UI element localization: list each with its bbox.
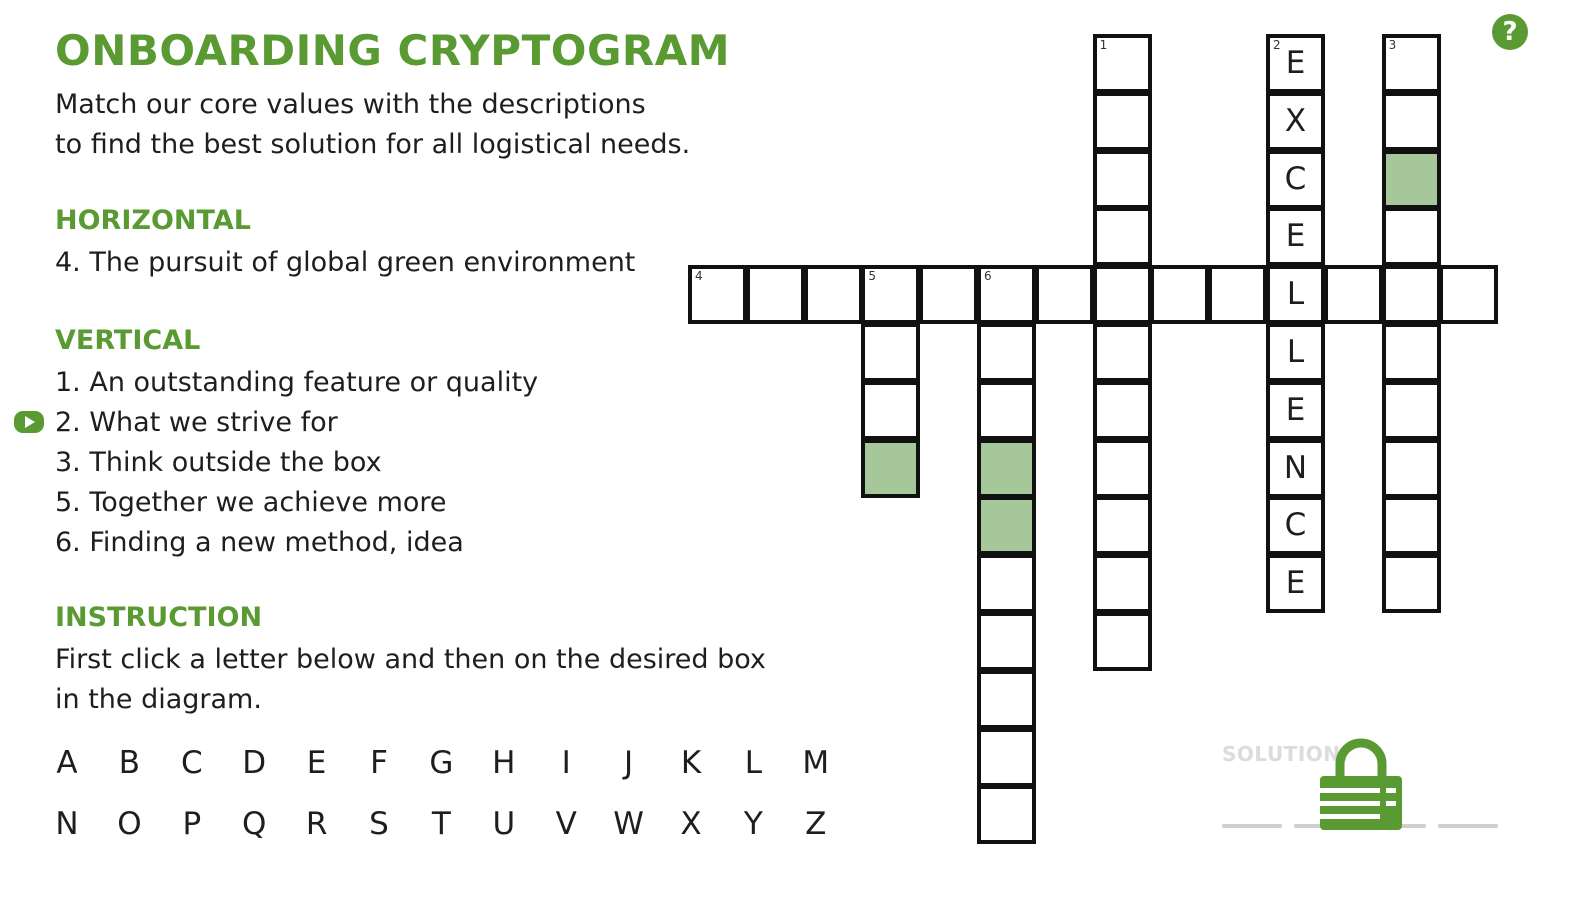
grid-cell[interactable]	[1382, 496, 1441, 555]
grid-cell[interactable]	[977, 381, 1036, 440]
grid-cell[interactable]	[977, 728, 1036, 787]
grid-cell[interactable]	[1266, 34, 1325, 93]
grid-cell[interactable]	[861, 439, 920, 498]
cell-letter: E	[1285, 45, 1306, 81]
letter-s-button[interactable]: S	[369, 806, 389, 842]
grid-cell[interactable]	[1266, 150, 1325, 209]
grid-cell[interactable]	[861, 381, 920, 440]
instruction-heading: INSTRUCTION	[55, 602, 263, 633]
letter-q-button[interactable]: Q	[241, 806, 267, 842]
cell-letter: E	[1285, 218, 1306, 255]
letter-c-button[interactable]: C	[180, 745, 203, 781]
letter-f-button[interactable]: F	[370, 745, 388, 781]
grid-cell[interactable]	[1093, 150, 1152, 209]
grid-cell[interactable]	[804, 265, 863, 324]
grid-cell[interactable]	[1382, 207, 1441, 266]
cell-letter: E	[1285, 565, 1306, 602]
grid-cell[interactable]	[1266, 439, 1325, 498]
solution-slot	[1438, 824, 1498, 828]
grid-cell[interactable]	[861, 265, 920, 324]
letter-m-button[interactable]: M	[802, 745, 830, 781]
letter-b-button[interactable]: B	[118, 745, 141, 781]
letter-k-button[interactable]: K	[680, 745, 702, 781]
letter-n-button[interactable]: N	[55, 806, 79, 842]
letter-x-button[interactable]: X	[680, 806, 702, 842]
grid-cell[interactable]	[1266, 323, 1325, 382]
grid-cell[interactable]	[1382, 323, 1441, 382]
letter-o-button[interactable]: O	[117, 806, 142, 842]
letter-a-button[interactable]: A	[56, 745, 78, 781]
cell-letter: E	[1285, 391, 1306, 428]
grid-cell[interactable]	[1093, 265, 1152, 324]
grid-cell[interactable]	[1382, 554, 1441, 613]
grid-cell[interactable]	[977, 670, 1036, 729]
cell-letter: C	[1284, 507, 1307, 544]
grid-cell[interactable]	[977, 612, 1036, 671]
clue-number: 3	[1388, 38, 1397, 52]
cell-letter: L	[1286, 334, 1305, 370]
grid-cell[interactable]	[977, 785, 1036, 844]
grid-cell[interactable]	[1035, 265, 1094, 324]
grid-cell[interactable]	[977, 496, 1036, 555]
grid-cell[interactable]	[1324, 265, 1383, 324]
grid-cell[interactable]	[1439, 265, 1498, 324]
instruction-line: in the diagram.	[55, 684, 262, 715]
clue-1: 1. An outstanding feature or quality	[55, 367, 539, 398]
page-title: ONBOARDING CRYPTOGRAM	[55, 26, 731, 75]
lock-icon	[1320, 738, 1402, 830]
grid-cell[interactable]	[1382, 439, 1441, 498]
letter-l-button[interactable]: L	[744, 745, 763, 781]
letter-z-button[interactable]: Z	[805, 806, 827, 842]
clue-6: 6. Finding a new method, idea	[55, 527, 464, 558]
clue-2: 2. What we strive for	[55, 407, 338, 438]
grid-cell[interactable]	[1266, 554, 1325, 613]
grid-cell[interactable]	[1266, 92, 1325, 151]
instruction-line: First click a letter below and then on the desired box	[55, 644, 766, 675]
clue-4: 4. The pursuit of global green environment	[55, 247, 636, 278]
clue-number: 5	[868, 269, 877, 284]
grid-cell[interactable]	[977, 323, 1036, 382]
solution-slot	[1222, 824, 1282, 828]
cell-letter: L	[1286, 276, 1305, 313]
letter-d-button[interactable]: D	[242, 745, 267, 781]
letter-g-button[interactable]: G	[429, 745, 454, 781]
letter-y-button[interactable]: Y	[743, 806, 763, 842]
letter-w-button[interactable]: W	[613, 806, 644, 842]
clue-number: 2	[1273, 38, 1281, 52]
grid-cell[interactable]	[1093, 207, 1152, 266]
grid-cell[interactable]	[1093, 34, 1152, 93]
grid-cell[interactable]	[861, 323, 920, 382]
cell-letter: C	[1284, 160, 1307, 197]
grid-cell[interactable]	[1382, 265, 1441, 324]
grid-cell[interactable]	[1093, 612, 1152, 671]
letter-h-button[interactable]: H	[492, 745, 516, 781]
grid-cell[interactable]	[1382, 381, 1441, 440]
letter-p-button[interactable]: P	[182, 806, 202, 842]
grid-cell[interactable]	[1093, 439, 1152, 498]
grid-cell[interactable]	[1266, 496, 1325, 555]
intro-line: to find the best solution for all logistical needs.	[55, 129, 691, 160]
letter-u-button[interactable]: U	[492, 806, 516, 842]
grid-cell[interactable]	[1266, 265, 1325, 324]
help-icon[interactable]: ?	[1492, 14, 1528, 50]
cell-letter: N	[1283, 449, 1308, 486]
grid-cell[interactable]	[1093, 381, 1152, 440]
clue-3: 3. Think outside the box	[55, 447, 382, 478]
grid-cell[interactable]	[1382, 150, 1441, 209]
clue-number: 6	[984, 269, 992, 284]
letter-e-button[interactable]: E	[306, 745, 327, 781]
grid-cell[interactable]	[746, 265, 805, 324]
grid-cell[interactable]	[1382, 92, 1441, 151]
letter-r-button[interactable]: R	[305, 806, 328, 842]
clue-number: 4	[695, 269, 703, 284]
letter-j-button[interactable]: J	[624, 745, 634, 781]
grid-cell[interactable]	[1208, 265, 1267, 324]
grid-cell[interactable]	[1093, 92, 1152, 151]
grid-cell[interactable]	[1266, 381, 1325, 440]
letter-t-button[interactable]: T	[431, 806, 451, 842]
grid-cell[interactable]	[977, 265, 1036, 324]
letter-v-button[interactable]: V	[555, 806, 577, 842]
grid-cell[interactable]	[1150, 265, 1209, 324]
intro-line: Match our core values with the descriptions	[55, 89, 646, 120]
solution-label: SOLUTION:	[1222, 742, 1349, 766]
grid-cell[interactable]	[1093, 496, 1152, 555]
grid-cell[interactable]	[1093, 323, 1152, 382]
grid-cell[interactable]	[1093, 554, 1152, 613]
vertical-heading: VERTICAL	[55, 325, 201, 356]
grid-cell[interactable]	[977, 439, 1036, 498]
grid-cell[interactable]	[1266, 207, 1325, 266]
grid-cell[interactable]	[977, 554, 1036, 613]
letter-i-button[interactable]: I	[561, 745, 571, 781]
clue-5: 5. Together we achieve more	[55, 487, 447, 518]
cell-letter: X	[1284, 102, 1307, 139]
grid-cell[interactable]	[688, 265, 747, 324]
grid-cell[interactable]	[1382, 34, 1441, 93]
grid-cell[interactable]	[919, 265, 978, 324]
horizontal-heading: HORIZONTAL	[55, 205, 251, 236]
clue-number: 1	[1099, 38, 1108, 52]
